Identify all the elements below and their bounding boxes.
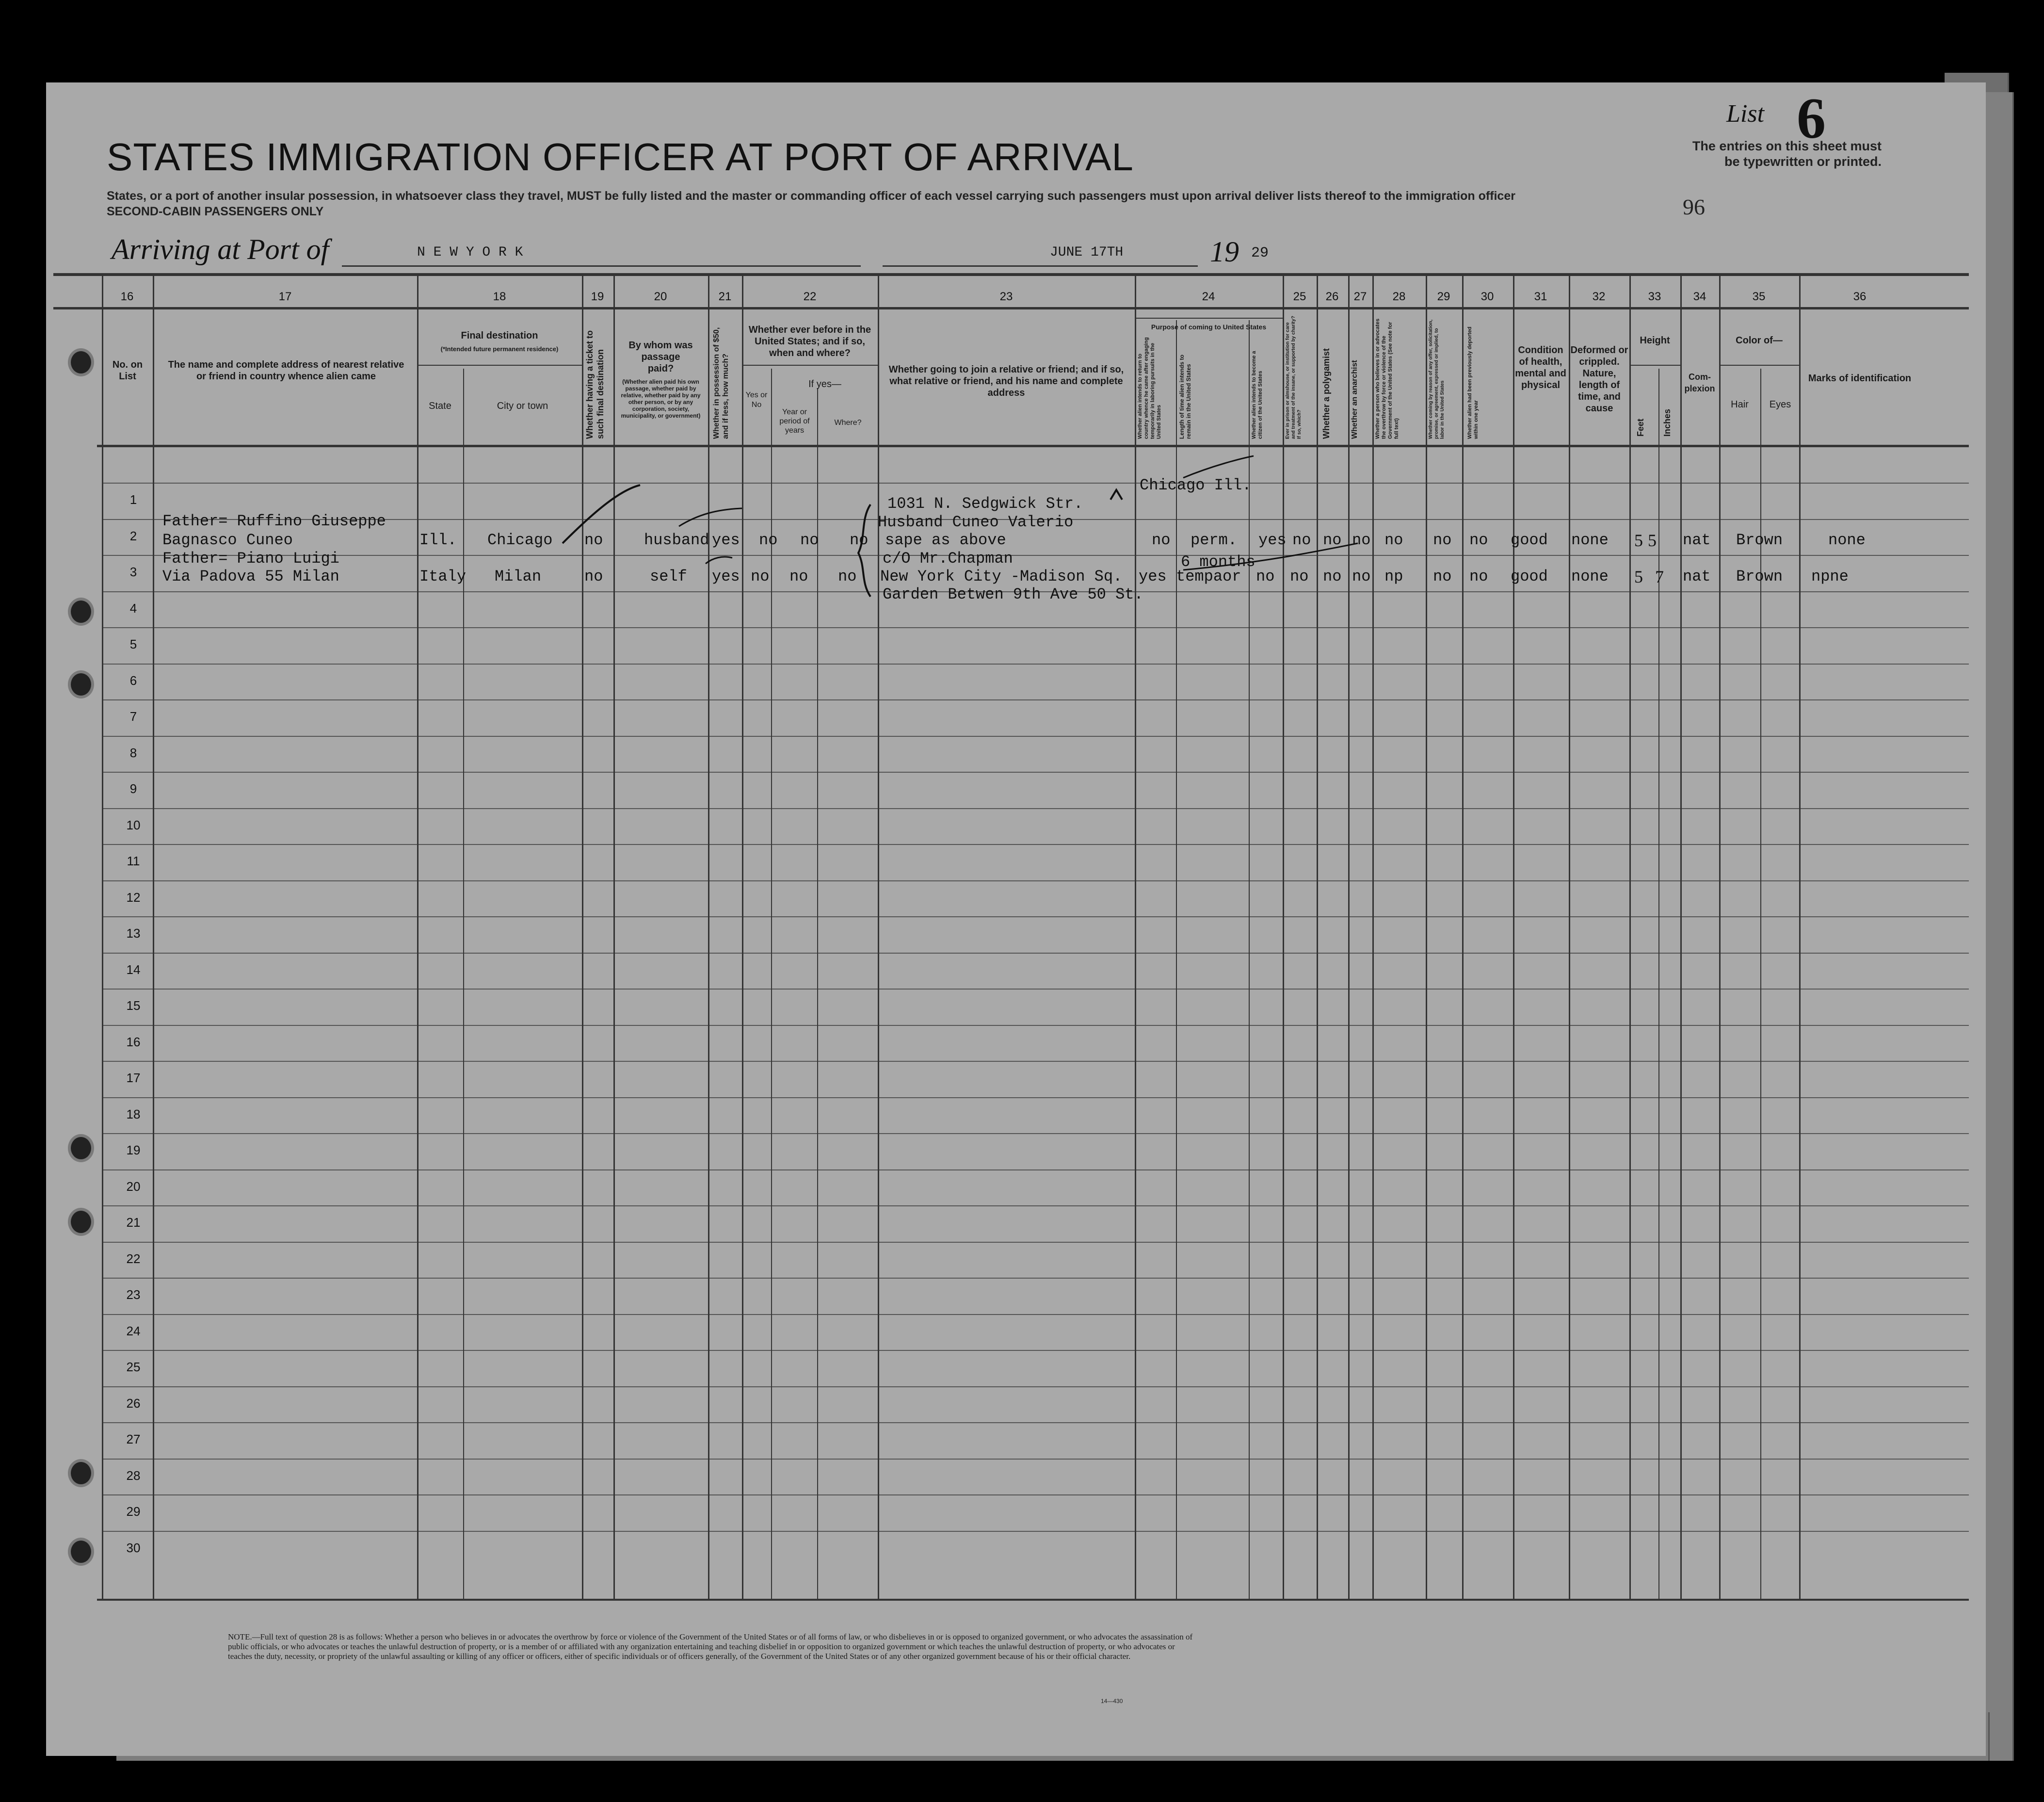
header-nearest-relative: The name and complete address of nearest relative or friend in country whence alien came [168, 359, 404, 382]
header-feet: Feet [1636, 418, 1645, 437]
row2-inches: 5 [1648, 531, 1657, 550]
column-number: 36 [1853, 290, 1867, 303]
column-number: 23 [999, 290, 1013, 303]
column-number: 17 [278, 290, 292, 303]
header-overthrow: Whether a person who believes in or advocates the overthrow by force or violence of the Government of the United States (See note for full text) [1375, 318, 1400, 439]
binder-hole [68, 598, 94, 626]
row2-deformed: none [1571, 531, 1609, 549]
row3-ever-before: no [751, 568, 770, 585]
row-number: 19 [126, 1143, 141, 1157]
row2-marks: none [1828, 531, 1866, 549]
binder-hole [68, 1208, 94, 1236]
footnote: NOTE.—Full text of question 28 is as follows: Whether a person who believes in or advocates the overthrow by force or violence of the Government of the United States or of all forms of law, or who disbelieves in or is opposed to organized government, or who advocates the assassination of public officials, or who advocates or teaches the unlawful destruction of property, or is a member of or affiliated with any organization entertaining and teaching disbelief in or opposition to organized government or which teaches the unlawful destruction of property, or who advocates or teaches the duty, necessity, or propriety of the unlawful assaulting or killing of any officer or officers, either of specific individuals or of officers generally, of the Government of the United States or of any other organized government because of his or their official character. [228, 1632, 1193, 1661]
header-complexion: Com-plexion [1684, 372, 1715, 393]
header-join-relative: Whether going to join a relative or friend; and if so, what relative or friend, and his name and complete address [888, 364, 1124, 398]
port-value: N E W Y O R K [417, 245, 523, 260]
column-number: 29 [1437, 290, 1450, 303]
row-number: 4 [129, 601, 137, 616]
header-eyes: Eyes [1769, 399, 1791, 410]
row3-purpose-a: yes [1139, 568, 1167, 585]
row-number: 15 [126, 998, 141, 1013]
row2-anarchist: no [1352, 531, 1371, 549]
header-offer: Whether coming by reason of any offer, solicitation, promise, or agreement, expressed or implied, to labor in the United States [1428, 319, 1445, 439]
row-number: 18 [126, 1107, 141, 1121]
sheet-number: 96 [1683, 195, 1705, 219]
row3-purpose-b: tempaor [1176, 568, 1241, 585]
header-possession: Whether in possession of $50, and if less, how much? [712, 327, 730, 439]
row2-possession: yes [712, 531, 740, 549]
row-number: 22 [126, 1251, 141, 1266]
row3-year-period: no [789, 568, 808, 585]
row2-join: Husband Cuneo Valerio [878, 513, 1074, 531]
row-number: 14 [126, 962, 141, 977]
column-number: 18 [493, 290, 506, 303]
header-if-yes: If yes— [808, 379, 841, 390]
entries-note: The entries on this sheet must be typewritten or printed. [1692, 139, 1882, 169]
row-number: 28 [126, 1468, 141, 1483]
row2-paid-by: husband [644, 531, 709, 549]
column-number: 26 [1325, 290, 1339, 303]
row2-ever-before: no [759, 531, 778, 549]
row2-year-period: no [800, 531, 819, 549]
row3-city: Milan [495, 568, 542, 585]
row3-prison: no [1290, 568, 1309, 585]
row2-feet: 5 [1634, 531, 1643, 550]
row3-complexion: nat [1683, 568, 1711, 585]
row2-relative-address: Bagnasco Cuneo [162, 531, 293, 549]
arrival-date: JUNE 17TH [1050, 245, 1124, 260]
column-number: 27 [1353, 290, 1367, 303]
row3-polygamist: no [1323, 568, 1342, 585]
column-number: 35 [1752, 290, 1766, 303]
row-number: 7 [129, 709, 137, 724]
header-final-destination: Final destination [461, 330, 538, 341]
row2-purpose-c: yes [1258, 531, 1287, 549]
column-number: 24 [1202, 290, 1215, 303]
binder-hole [68, 1134, 94, 1162]
row2-purpose-a: no [1152, 531, 1171, 549]
header-passage-paid-note: (Whether alien paid his own passage, whether paid by relative, whether paid by any other person, or by any corporation, society, municipality, or government) [621, 378, 701, 419]
row2-prison: no [1292, 531, 1311, 549]
header-polygamist: Whether a polygamist [1321, 348, 1331, 439]
header-passage-paid: By whom was passage paid? [628, 340, 693, 374]
row1-purpose-city: Chicago Ill. [1140, 476, 1252, 494]
binder-hole [68, 1538, 94, 1566]
row-number: 17 [126, 1071, 141, 1085]
row-number: 21 [126, 1215, 141, 1230]
row3-deported: no [1469, 568, 1488, 585]
row3-care-of: c/O Mr.Chapman [883, 550, 1013, 568]
subtitle-line: States, or a port of another insular possession, in whatsoever class they travel, MUST be fully listed and the master or commanding officer of each vessel carrying such passengers must upon arrival deliver lists thereof to the immigration officer [107, 189, 1515, 203]
header-purpose: Purpose of coming to United States [1151, 323, 1267, 331]
subtitle-line: SECOND-CABIN PASSENGERS ONLY [107, 205, 324, 218]
row2-polygamist: no [1323, 531, 1342, 549]
binder-hole [68, 348, 94, 376]
column-number: 19 [591, 290, 604, 303]
row3-ticket: no [584, 568, 603, 585]
row2-join-address: sape as above [885, 531, 1006, 549]
row3-overthrow: np [1384, 568, 1403, 585]
column-number: 16 [120, 290, 134, 303]
row2-state: Ill. [419, 531, 457, 549]
row3-inches: 7 [1655, 567, 1664, 586]
row-number: 1 [129, 492, 137, 507]
column-number: 28 [1392, 290, 1406, 303]
year-prefix: 19 [1210, 236, 1239, 268]
row-number: 10 [126, 818, 141, 832]
row2-ticket: no [584, 531, 603, 549]
header-hair: Hair [1731, 399, 1749, 410]
header-purpose-c: Whether alien intends to become a citizen of the United States [1251, 351, 1263, 439]
header-where: Where? [834, 419, 862, 427]
row3-anarchist: no [1352, 568, 1371, 585]
row-number: 20 [126, 1179, 141, 1194]
column-number: 33 [1648, 290, 1661, 303]
column-number: 31 [1534, 290, 1547, 303]
row-number: 8 [129, 746, 137, 760]
list-number: 6 [1797, 86, 1826, 150]
row2-offer: no [1433, 531, 1452, 549]
column-number: 34 [1693, 290, 1706, 303]
header-ticket: Whether having a ticket to such final destination [585, 330, 605, 439]
row2-condition: good [1511, 531, 1548, 549]
binder-hole [68, 670, 94, 698]
row-number: 12 [126, 890, 141, 905]
row-number: 2 [129, 529, 137, 543]
row3-paid-by: self [650, 568, 687, 585]
row-number: 30 [126, 1541, 141, 1555]
row3-marks: npne [1811, 568, 1849, 585]
row3-relative-address: Via Padova 55 Milan [162, 568, 339, 585]
row3-offer: no [1433, 568, 1452, 585]
header-marks: Marks of identification [1808, 373, 1912, 384]
column-number: 30 [1481, 290, 1494, 303]
row3-purpose-c: no [1256, 568, 1275, 585]
header-purpose-b: Length of time alien intends to remain in the United States [1178, 355, 1192, 439]
header-prison: Ever in prison or almshouse, or institution for care and treatment of the insane, or supported by charity? If so, which? [1285, 316, 1302, 439]
header-no-on-list: No. on List [112, 359, 143, 382]
header-anarchist: Whether an anarchist [1351, 360, 1359, 439]
row2-relative: Father= Ruffino Giuseppe [162, 512, 386, 530]
header-inches: Inches [1662, 408, 1672, 437]
year-suffix: 29 [1251, 245, 1269, 261]
header-ever-before: Whether ever before in the United States; and if so, when and where? [748, 325, 871, 358]
row-number: 6 [129, 673, 137, 688]
header-state: State [429, 401, 451, 411]
header-deformed: Deformed or crippled. Nature, length of time, and cause [1570, 345, 1628, 414]
header-condition: Condition of health, mental and physical [1515, 345, 1566, 390]
column-number: 21 [718, 290, 732, 303]
row-number: 24 [126, 1324, 141, 1338]
column-number: 25 [1293, 290, 1306, 303]
row3-possession: yes [712, 568, 740, 585]
row-number: 27 [126, 1432, 141, 1446]
column-number: 22 [803, 290, 817, 303]
header-yes-no: Yes or No [745, 391, 768, 409]
row-number: 16 [126, 1035, 141, 1049]
row-number: 5 [129, 637, 137, 651]
row-number: 9 [129, 781, 137, 796]
header-color-of: Color of— [1736, 335, 1783, 346]
row-number: 26 [126, 1396, 141, 1411]
row3-join: New York City -Madison Sq. [880, 568, 1123, 585]
row3-state: Italy [419, 568, 467, 585]
row-number: 11 [127, 854, 140, 868]
row3-feet: 5 [1634, 567, 1643, 586]
form-code: 14—430 [1101, 1698, 1123, 1705]
row-number: 29 [126, 1504, 141, 1519]
row3-purpose-b-note: 6 months [1181, 553, 1255, 571]
arriving-label: Arriving at Port of [112, 233, 329, 265]
header-year-period: Year or period of years [779, 408, 810, 435]
row-number: 23 [126, 1287, 141, 1302]
row-number: 3 [129, 565, 137, 579]
page-title: STATES IMMIGRATION OFFICER AT PORT OF ARRIVAL [107, 135, 1134, 179]
row2-deported: no [1469, 531, 1488, 549]
row3-condition: good [1511, 568, 1548, 585]
row2-where: no [850, 531, 869, 549]
row2-purpose-b: perm. [1191, 531, 1238, 549]
column-number: 20 [654, 290, 667, 303]
row2-complexion: nat [1683, 531, 1711, 549]
header-height: Height [1640, 335, 1670, 346]
row3-where: no [838, 568, 857, 585]
header-purpose-a: Whether alien intends to return to country whence he came after engaging temporarily in laboring pursuits in the United States [1137, 337, 1162, 439]
row3-join-address: Garden Betwen 9th Ave 50 St. [883, 585, 1143, 603]
header-final-destination-note: (*Intended future permanent residence) [440, 345, 559, 353]
list-label: List [1726, 100, 1765, 128]
row2-hair: Brown [1736, 531, 1783, 549]
row-number: 25 [126, 1360, 141, 1374]
row3-hair: Brown [1736, 568, 1783, 585]
header-city: City or town [497, 401, 548, 411]
binder-hole [68, 1459, 94, 1487]
row3-deformed: none [1571, 568, 1609, 585]
row2-city: Chicago [487, 531, 553, 549]
row2-overthrow: no [1384, 531, 1403, 549]
column-number: 32 [1592, 290, 1606, 303]
row1-join-address: 1031 N. Sedgwick Str. [887, 495, 1083, 513]
header-deported: Whether alien had been previously deported within one year [1467, 326, 1479, 439]
row3-relative: Father= Piano Luigi [162, 550, 339, 568]
row-number: 13 [126, 926, 141, 941]
